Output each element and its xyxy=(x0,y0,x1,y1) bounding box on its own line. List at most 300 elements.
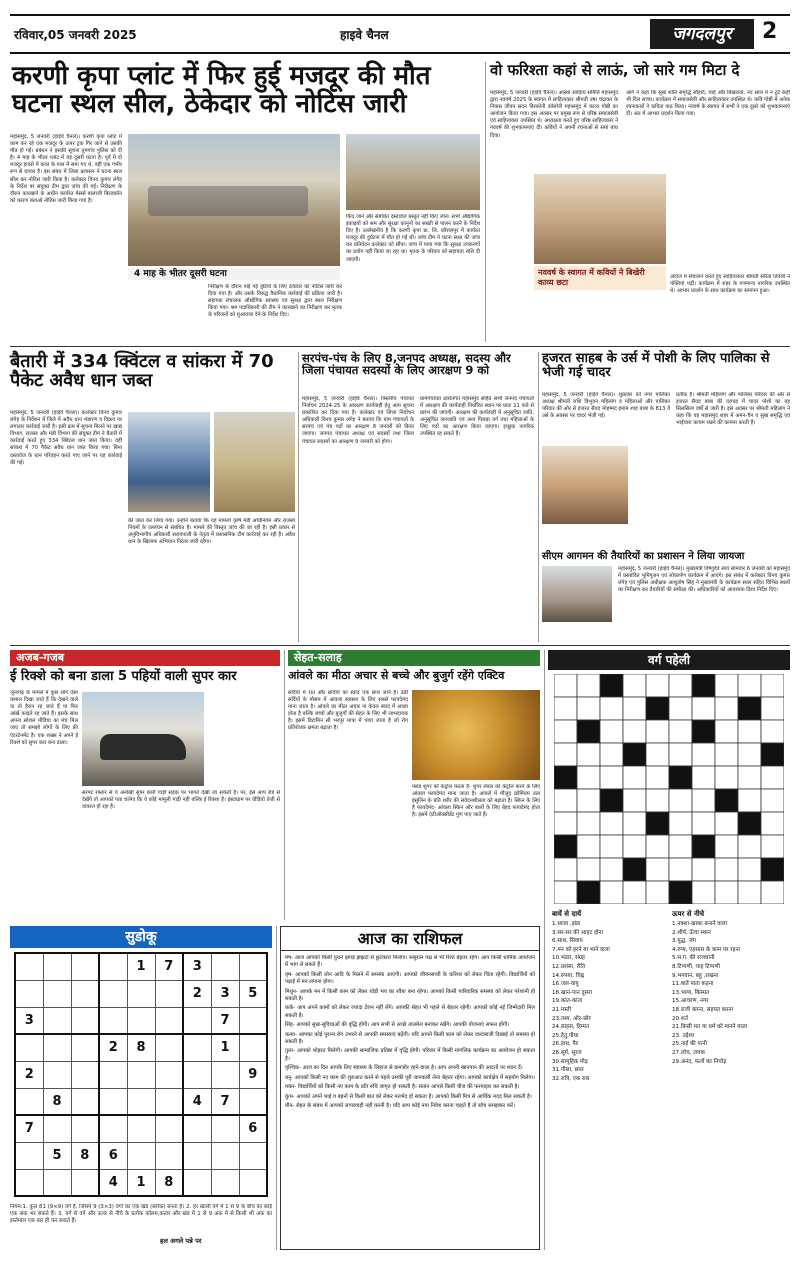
crossword-cell[interactable] xyxy=(692,743,715,766)
crossword-cell[interactable] xyxy=(738,766,761,789)
crossword-cell[interactable] xyxy=(646,835,669,858)
crossword-cell[interactable] xyxy=(738,674,761,697)
crossword-cell[interactable] xyxy=(577,835,600,858)
sudoku-cell[interactable] xyxy=(71,1088,99,1115)
officials-photo xyxy=(346,134,480,210)
sudoku-cell[interactable]: 9 xyxy=(239,1061,267,1088)
crossword-cell[interactable] xyxy=(600,881,623,904)
sudoku-cell[interactable] xyxy=(99,953,127,980)
crossword-cell[interactable] xyxy=(600,720,623,743)
rashifal-item: मेष- आज आपको किसी पुराने झगड़े झंझटों से छुटकारा मिलेगा। ससुराल पक्ष से भी रिश्ते बेहतर रहेंगे। आप किसी धार्मिक आयोजन में भाग ले सकते हैं। xyxy=(285,955,535,969)
crossword-clue: 9.भगवान, बहु ,राखना xyxy=(672,972,719,979)
sudoku-cell[interactable]: 1 xyxy=(211,1034,239,1061)
crossword-cell[interactable] xyxy=(623,674,646,697)
crossword-cell[interactable] xyxy=(692,789,715,812)
rashifal-item: सिंह- आपको सुख-सुविधाओं की वृद्धि होगी। आप सभी से अच्छे तालमेल बनाकर रखेंगे। आपकी योजनाएं सफल होंगी। xyxy=(285,1022,510,1029)
plant-site-photo xyxy=(128,134,340,266)
sudoku-cell[interactable] xyxy=(127,1115,155,1142)
headline: ई रिक्शे को बना डाला 5 पहियों वाली सुपर कार xyxy=(10,669,237,684)
crossword-clue: 1.नक्शा-खाका बनाने वाला xyxy=(672,921,727,927)
crossword-clue: 26.हाथ, पैर xyxy=(552,1041,578,1048)
crossword-cell[interactable] xyxy=(692,697,715,720)
sudoku-cell[interactable]: 3 xyxy=(183,953,211,980)
crossword-cell[interactable] xyxy=(669,674,692,697)
sudoku-cell[interactable] xyxy=(183,1007,211,1034)
sudoku-cell[interactable] xyxy=(15,980,43,1007)
article-column: निरीक्षण के दौरान पाई गई त्रुटियों के लिए ठेकेदार को नोटिस जारी कर दिया गया है। और उसके विरुद्ध वैधानिक कार्रवाई की प्रक्रिया जारी है। सहायक संचालक औद्योगिक स्वास्थ्य एवं सुरक्षा द्वारा स्थल निरीक्षण किया गया। श्रम पदाधिकारी की टीम ने कारखाने का निरीक्षण कर मृतक के परिजनों को मुआवजा देने के निर्देश दिए। xyxy=(208,284,342,319)
sudoku-cell[interactable]: 1 xyxy=(127,953,155,980)
crossword-cell[interactable] xyxy=(577,766,600,789)
crossword-cell[interactable] xyxy=(577,858,600,881)
sudoku-cell[interactable] xyxy=(127,1061,155,1088)
sudoku-cell[interactable]: 7 xyxy=(211,1007,239,1034)
sudoku-cell[interactable] xyxy=(127,1007,155,1034)
headline: बैतारी में 334 क्विंटल व सांकरा में 70 पैकेट अवैध धान जब्त xyxy=(10,351,274,392)
crossword-block xyxy=(646,812,669,835)
sudoku-grid[interactable] xyxy=(14,952,268,1197)
sudoku-cell[interactable] xyxy=(239,1034,267,1061)
sudoku-cell[interactable] xyxy=(239,1007,267,1034)
sudoku-row xyxy=(15,1007,267,1034)
sudoku-cell[interactable] xyxy=(71,1007,99,1034)
sudoku-cell[interactable] xyxy=(183,1115,211,1142)
crossword-cell[interactable] xyxy=(738,881,761,904)
sudoku-cell[interactable]: 5 xyxy=(43,1142,71,1169)
crossword-cell[interactable] xyxy=(692,881,715,904)
rashifal-item: कन्या- आपका कोई पुराना रोग उभरने से आपकी समस्याएं बढ़ेंगी। यदि आपने किसी काम को लेकर जल्दबाजी दिखाई तो समस्या हो सकती है। xyxy=(285,1031,535,1046)
article-column: जूनागढ़ के मामले में कुछ लोग ऐसा कमाल दिखा जाते हैं कि देखने वाले या तो हैरान रह जाते हैं या फिर आंखें फाड़ते रह जाते हैं। इसके साथ अपना सोशल मीडिया का मंच मिल जाए तो समझो लोगों के लिए फ्री एंटरटेनमेंट है। एक शख्स ने अपने ई रिक्शे को सुपर कार बना डाला। xyxy=(10,690,78,746)
crossword-clue: 11.बातें पाता कहना xyxy=(672,981,714,988)
sudoku-cell[interactable] xyxy=(239,1142,267,1169)
article-column: महासमुंद, 5 जनवरी (हाईवे चैनल)। मुख्यमंत्री विष्णुदेव साय सोमवार 6 जनवरी को महासमुंद में प्रस्तावित भूमिपूजन एवं लोकार्पण कार्यक्रम में आएंगे। इस संबंध में कलेक्टर विनय कुमार लंगेह एवं पुलिस अधीक्षक आशुतोष सिंह ने मुख्यमंत्री के कार्यक्रम स्थल सहित विभिन्न स्थलों का निरीक्षण कर तैयारियों की समीक्षा की। अधिकारियों को आवश्यक दिशा निर्देश दिए। xyxy=(618,566,790,594)
crossword-cell[interactable] xyxy=(554,743,577,766)
crossword-cell[interactable] xyxy=(623,881,646,904)
sudoku-cell[interactable] xyxy=(211,953,239,980)
sudoku-cell[interactable]: 2 xyxy=(99,1034,127,1061)
crossword-cell[interactable] xyxy=(554,697,577,720)
section-tag: अजब-गजब xyxy=(10,650,280,666)
crossword-cell[interactable] xyxy=(623,720,646,743)
chadar-ceremony-photo xyxy=(542,446,628,524)
crossword-clue: 20.शर्त xyxy=(672,1015,688,1022)
article-column: किए जाने और संबंधित दस्तावेज प्रस्तुत नहीं किए जाने। सभी औद्योगिक इकाइयों को श्रम और सुरक्षा कानूनों का सख्ती से पालन करने के निर्देश दिए हैं। उल्लेखनीय है कि करणी कृपा प्रा. लि. कौशलपुर में कार्यरत मजदूर की दुर्घटना में मौत हो गई थी। जांच टीम ने घटना स्थल की जांच कर प्रतिवेदन कलेक्टर को सौंपा। जांच में पाया गया कि सुरक्षा उपकरणों का प्रयोग नहीं किया जा रहा था। मृतक के परिवार को सहायता राशि दी जाएगी। xyxy=(346,214,480,263)
crossword-clue: 14.रुपया, चिह्न xyxy=(552,972,585,979)
sudoku-cell[interactable] xyxy=(211,1169,239,1196)
sudoku-cell[interactable]: 3 xyxy=(15,1007,43,1034)
article-column: ग्रामपंचायत क्षेत्रांतर्गत महासमुंद सहित सभी जनपद पंचायतों में आरक्षण की कार्यवाही निर्धारित स्थान पर प्रातः 11 बजे से प्रारंभ की जाएगी। आरक्षण की कार्यवाही में अनुसूचित जाति, अनुसूचित जनजाति एवं अन्य पिछड़ा वर्ग तथा महिलाओं के लिए पदों का आरक्षण किया जाएगा। इच्छुक नागरिक उपस्थित रह सकते हैं। xyxy=(420,396,534,438)
sudoku-row xyxy=(15,953,267,980)
crossword-cell[interactable] xyxy=(669,812,692,835)
crossword-cell[interactable] xyxy=(715,674,738,697)
sudoku-cell[interactable] xyxy=(71,1115,99,1142)
crossword-cell[interactable] xyxy=(577,697,600,720)
crossword-block xyxy=(738,697,761,720)
sudoku-cell[interactable] xyxy=(183,1034,211,1061)
sudoku-cell[interactable]: 8 xyxy=(43,1088,71,1115)
rashifal-section xyxy=(280,926,540,1250)
sudoku-row xyxy=(15,980,267,1007)
sudoku-cell[interactable] xyxy=(15,953,43,980)
rashifal-title: आज का राशिफल xyxy=(281,927,539,951)
sudoku-row xyxy=(15,1034,267,1061)
rashifal-item: वृष- आपको किसी लोन आदि के मिलने में समस्या आएगी। आपको जीवनसाथी के करियर को लेकर चिंता रहेगी। विद्यार्थियों को पढ़ाई में मन लगाना होगा। xyxy=(285,971,535,986)
crossword-clue: 3.सर-सर की आहट होना xyxy=(552,929,604,936)
sudoku-cell[interactable] xyxy=(71,953,99,980)
crossword-cell[interactable] xyxy=(692,766,715,789)
sudoku-cell[interactable]: 8 xyxy=(155,1169,183,1196)
down-heading: ऊपर से नीचे xyxy=(672,910,705,918)
sudoku-row xyxy=(15,1142,267,1169)
sudoku-cell[interactable] xyxy=(99,1115,127,1142)
crossword-cell[interactable] xyxy=(761,697,784,720)
across-heading: बायें से दायें xyxy=(552,910,582,918)
rashifal-item: कर्क- आप अपने कामों को लेकर ज्यादा टेंशन नहीं लेंगे। आपकी सेहत भी पहले से बेहतर रहेगी। आपको कोई नई जिम्मेदारी मिल सकती है। xyxy=(285,1005,535,1019)
ajab-gajab-section xyxy=(10,650,280,920)
crossword-cell[interactable] xyxy=(669,697,692,720)
crossword-cell[interactable] xyxy=(646,743,669,766)
crossword-cell[interactable] xyxy=(761,881,784,904)
crossword-clue: 3.युद्ध, जंग xyxy=(672,938,696,945)
crossword-cell[interactable] xyxy=(623,835,646,858)
masthead-city: जगदलपुर xyxy=(650,19,754,49)
crossword-cell[interactable] xyxy=(738,835,761,858)
sudoku-cell[interactable] xyxy=(43,980,71,1007)
sudoku-cell[interactable] xyxy=(99,980,127,1007)
crossword-cell[interactable] xyxy=(715,697,738,720)
crossword-block xyxy=(554,835,577,858)
crossword-block xyxy=(692,720,715,743)
headline: करणी कृपा प्लांट में फिर हुई मजदूर की मौत घटना स्थल सील, ठेकेदार को नोटिस जारी xyxy=(12,61,431,120)
crossword-cell[interactable] xyxy=(577,812,600,835)
rashifal-item: मीन- सेहत के संबंध में आपको लापरवाही नहीं करनी है। यदि आप कोई नया निवेश करना चाहते हैं तो सोच समझकर करें। xyxy=(285,1102,516,1109)
story-karni-kripa xyxy=(10,62,480,352)
crossword-clue: 27.लोच, लचक xyxy=(672,1049,705,1056)
crossword-clue: 28.सूर्य, सूरज xyxy=(552,1049,582,1056)
sudoku-section xyxy=(10,926,272,1250)
crossword-cell[interactable] xyxy=(554,812,577,835)
crossword-cell[interactable] xyxy=(646,881,669,904)
sudoku-next-page: हल अगले पन्ने पर xyxy=(160,1237,202,1245)
crossword-clue: 21.मस्ती xyxy=(552,1006,572,1013)
sudoku-rules: नियम:1. कुल 81 (9×9) वर्ग हैं, जिसमें 9 (3×3) वर्गों का एक खंड (ब्लॉक) बनता है। 2. हर खाली वर्ग में 1 से 9 के बीच का कोई एक अंक भर सकते हैं। 3. वर्ग से वर्ग और ऊपर से नीचे के प्रत्येक कॉलम,कतार और खंड में 1 से 9 अंक में से किसी भी अंक का इस्तेमाल एक बार ही कर सकते हैं। xyxy=(10,1204,272,1225)
sudoku-cell[interactable] xyxy=(155,1115,183,1142)
story-urs-chadar xyxy=(542,352,790,552)
rashifal-item: मकर- विद्यार्थियों को किसी नए काम के प्रति रुचि जागृत हो सकती है। संतान आपसे किसी चीज की फरमाइश कर सकती है। xyxy=(285,1084,520,1091)
masthead-date: रविवार,05 जनवरी 2025 xyxy=(14,28,137,42)
sudoku-cell[interactable] xyxy=(211,1061,239,1088)
crossword-cell[interactable] xyxy=(646,858,669,881)
sehat-salah-section xyxy=(288,650,540,920)
sudoku-cell[interactable] xyxy=(15,1142,43,1169)
sudoku-cell[interactable] xyxy=(127,1142,155,1169)
crossword-cell[interactable] xyxy=(738,789,761,812)
sudoku-cell[interactable]: 2 xyxy=(15,1061,43,1088)
crossword-cell[interactable] xyxy=(554,858,577,881)
article-column: की जब्त कर लिया गया। उन्होंने बताया कि यह मामला कृषि मंडी अधिनियम और राजस्व नियमों के उल्लंघन से संबंधित है। मामले की विस्तृत जांच की जा रही है। इसी प्रकार से अनुविभागीय अधिकारी सरायपाली के नेतृत्व में प्रशासनिक टीम कार्रवाई कर रही है। अवैध धान के खिलाफ अभियान निरंतर जारी रहेगा। xyxy=(128,518,295,546)
crossword-cell[interactable] xyxy=(669,789,692,812)
crossword-clue: 29.अनंद, फलों का निचोड़ xyxy=(672,1058,727,1065)
crossword-cell[interactable] xyxy=(577,743,600,766)
crossword-cell[interactable] xyxy=(692,812,715,835)
crossword-cell[interactable] xyxy=(623,812,646,835)
sudoku-cell[interactable]: 6 xyxy=(239,1115,267,1142)
rashifal-item: मिथुन- आपके मन में किसी काम को लेकर थोड़ी भय का रवैया बना रहेगा। आपको किसी पारिवारिक समस्या को लेकर परेशानी हो सकती है। xyxy=(285,988,535,1003)
sudoku-cell[interactable] xyxy=(155,1061,183,1088)
crossword-cell[interactable] xyxy=(554,720,577,743)
sudoku-cell[interactable] xyxy=(155,1142,183,1169)
crossword-cell[interactable] xyxy=(646,766,669,789)
sudoku-cell[interactable] xyxy=(211,1142,239,1169)
story-panchayat-aarakshan xyxy=(302,352,534,642)
crossword-cell[interactable] xyxy=(715,881,738,904)
crossword-cell[interactable] xyxy=(761,835,784,858)
crossword-cell[interactable] xyxy=(600,697,623,720)
sudoku-cell[interactable]: 7 xyxy=(211,1088,239,1115)
crossword-block xyxy=(738,812,761,835)
sudoku-cell[interactable]: 7 xyxy=(155,953,183,980)
headline: सीएम आगमन की तैयारियों का प्रशासन ने लिया जायजा xyxy=(542,551,745,562)
crossword-clue: 18.खान-पान दूसरा xyxy=(552,989,593,996)
sudoku-cell[interactable] xyxy=(211,1115,239,1142)
article-column: प्रतीक है। श्रीमती महिलांग और पालिका परिवार की ओर से हजरत सैयद बाबा की दरगाह में चादर पोशी का यह सिलसिला वर्षों से जारी है। इस अवसर पर श्रीमती महिलांग ने कहा कि यह महासमुंद शहर में अमन-चैन व सुख समृद्धि एवं भाईचारा कायम रखने की कामना करती हैं। xyxy=(676,392,790,427)
crossword-cell[interactable] xyxy=(669,835,692,858)
sudoku-cell[interactable] xyxy=(43,953,71,980)
masthead-page-number: 2 xyxy=(762,19,778,44)
sudoku-cell[interactable] xyxy=(71,1034,99,1061)
sudoku-cell[interactable]: 2 xyxy=(183,980,211,1007)
sudoku-row xyxy=(15,1061,267,1088)
crossword-cell[interactable] xyxy=(738,858,761,881)
masthead-paper-name: हाइवे चैनल xyxy=(340,28,389,42)
sudoku-cell[interactable] xyxy=(99,1088,127,1115)
crossword-clue: 1.ध्वजा ,झंडा xyxy=(552,921,581,927)
crossword-cell[interactable] xyxy=(761,674,784,697)
crossword-cell[interactable] xyxy=(600,743,623,766)
crossword-clue: 15.आचरण, नगर xyxy=(672,998,709,1005)
article-column: महासमुंद, 5 जनवरी (हाईवे चैनल)। आस्था साहित्य समिति महासमुंद द्वारा नववर्ष 2025 के स्वागत में साहित्यकार श्रीमती उषा चंद्राकर के निवास जीवन सदन बिरकोनी कॉलोनी महासमुंद में काव्य गोष्ठी का आयोजन किया गया। इस अवसर पर प्रमुख रूप से वरिष्ठ समाजसेवी एवं साहित्यकार उपस्थित थे। अध्यक्षता करते हुए वरिष्ठ साहित्यकार ने नववर्ष की शुभकामनाएं दीं। कवियों ने अपनी रचनाओं से समां बांध दिया। xyxy=(490,90,618,139)
sudoku-cell[interactable] xyxy=(127,1088,155,1115)
sudoku-row xyxy=(15,1115,267,1142)
sudoku-cell[interactable] xyxy=(183,1169,211,1196)
article-column: फ्लड शुगर को कंट्रोल करता है- शुगर लेवल को कंट्रोल करने के लिए आंवला फायदेमंद माना जाता है। आंवले में मौजूद क्रोमियम तत्व इंसुलिन के प्रति शरीर की संवेदनशीलता को बढ़ाता है। स्किन के लिए है फायदेमंद- आंवला स्किन और बालों के लिए बेहद फायदेमंद होता है। इसमें एंटीऑक्सीडेंट गुण पाए जाते हैं। xyxy=(412,784,540,819)
sudoku-cell[interactable]: 1 xyxy=(127,1169,155,1196)
crossword-cell[interactable] xyxy=(600,835,623,858)
story-kavi-goshthi xyxy=(490,62,790,342)
article-column: महासमुंद, 5 जनवरी (हाईवे चैनल)। शुक्रवार को नगर पालिका अध्यक्ष श्रीमती राशि त्रिभुवन महिलांग व महिलाओं और पालिका परिवार की ओर से हजरत सैयद मोहम्मद इमाम शाह बाबा के 813 वें उर्स के अवसर पर चादर भेजी गई। xyxy=(542,392,670,420)
crossword-block xyxy=(761,743,784,766)
sudoku-cell[interactable] xyxy=(99,1007,127,1034)
crossword-cell[interactable] xyxy=(554,881,577,904)
crossword-clue: 19.कांत-कांता xyxy=(552,998,583,1005)
photo-caption: 4 माह के भीतर दूसरी घटना xyxy=(128,268,340,280)
rashifal-item: तुला- आपको शोहरत मिलेगी। आपकी सामाजिक प्रतिष्ठा में वृद्धि होगी। परिवार में किसी मांगलिक कार्यक्रम का आयोजन हो सकता है। xyxy=(285,1048,535,1062)
car-photo xyxy=(82,692,204,786)
crossword-cell[interactable] xyxy=(761,812,784,835)
rashifal-item: धनु- आपको किसी नए काम की शुरुआत करने से पहले उसकी पूरी जानकारी लेना बेहतर रहेगा। आपको कार्यक्षेत्र में सहयोग मिलेगा। xyxy=(285,1074,535,1081)
crossword-clue: 24.साहस, हिम्मत xyxy=(552,1024,590,1031)
headline: वो फरिश्ता कहां से लाऊं, जो सारे गम मिटा दे xyxy=(490,61,740,79)
crossword-clue: 6.साथ, सिवाय xyxy=(552,938,583,945)
crossword-cell[interactable] xyxy=(761,789,784,812)
sudoku-cell[interactable] xyxy=(99,1061,127,1088)
sudoku-cell[interactable] xyxy=(43,1034,71,1061)
sudoku-cell[interactable] xyxy=(239,1088,267,1115)
sudoku-cell[interactable] xyxy=(71,980,99,1007)
crossword-clue: 16.जल-वायु xyxy=(552,981,579,988)
crossword-block xyxy=(577,881,600,904)
crossword-cell[interactable] xyxy=(646,789,669,812)
masthead xyxy=(10,14,790,54)
article-column: महासमुंद, 5 जनवरी (हाईवे चैनल)। त्रिस्तरीय पंचायत निर्वाचन 2024-25 के आरक्षण कार्यवाही हेतु आम सूचना प्रकाशित कर दिया गया है। कलेक्टर एवं जिला निर्वाचन अधिकारी विनय कुमार लंगेह ने बताया कि ग्राम पंचायतों के सरपंच एवं पंच पदों का आरक्षण 8 जनवरी को किया जाएगा। जनपद पंचायत अध्यक्ष एवं सदस्यों तथा जिला पंचायत सदस्यों का आरक्षण 9 जनवरी को होगा। xyxy=(302,396,414,445)
crossword-cell[interactable] xyxy=(600,766,623,789)
sudoku-cell[interactable] xyxy=(239,1169,267,1196)
article-column: सर्दियों में रात और सर्दियों का स्वाद एक साथ जाने है। ठंडी सर्दियों के मौसम में आंवला स्वास्थ्य के लिए सबसे फायदेमंद माना जाता है। आंवले का मीठा अचार ना केवल स्वाद में अच्छा होता है बल्कि बच्चों और बुजुर्गों की सेहत के लिए भी लाभदायक है। इसमें विटामिन सी भरपूर मात्रा में पाया जाता है जो रोग प्रतिरोधक क्षमता बढ़ाता है। xyxy=(288,690,408,732)
crossword-cell[interactable] xyxy=(738,720,761,743)
seized-paddy-photo xyxy=(214,412,295,512)
sudoku-cell[interactable] xyxy=(239,953,267,980)
crossword-block xyxy=(623,858,646,881)
rashifal-list xyxy=(285,955,535,1247)
crossword-clue: 21.किसी मत या धर्म को मानने वाला xyxy=(672,1024,748,1031)
crossword-title: वर्ग पहेली xyxy=(548,650,790,670)
crossword-block xyxy=(715,789,738,812)
sudoku-cell[interactable] xyxy=(15,1088,43,1115)
crossword-block xyxy=(577,720,600,743)
crossword-block xyxy=(623,743,646,766)
crossword-cell[interactable] xyxy=(646,674,669,697)
article-column: अंदाज में संचालन करते हुए साहित्यकार श्रीमती सरिता तिवारी ने पंक्तियां पढ़ीं। कार्यक्रम में शहर के गणमान्य नागरिक उपस्थित थे। आभार प्रदर्शन के साथ कार्यक्रम का समापन हुआ। xyxy=(670,274,790,295)
crossword-cell[interactable] xyxy=(554,674,577,697)
crossword-block xyxy=(692,674,715,697)
crossword-cell[interactable] xyxy=(669,743,692,766)
sudoku-cell[interactable]: 4 xyxy=(183,1088,211,1115)
crossword-clue: 8.टिप्पणी, चाह टिप्पणी xyxy=(672,963,720,970)
article-column: महासमुंद, 5 जनवरी (हाईवे चैनल)। कलेक्टर विनय कुमार लंगेह के निर्देशन में जिले में अवैध धान भंडारण व विक्रय पर लगातार कार्रवाई जारी है। इसी क्रम में सूचना मिलने पर खाद्य विभाग, राजस्व और मंडी विभाग की संयुक्त टीम ने बैतारी में कार्रवाई करते हुए 334 क्विंटल धान जब्त किया। वहीं सांकरा में 70 पैकेट अवैध धान जब्त किया गया। बिना दस्तावेज के धान परिवहन करते पाए जाने पर यह कार्रवाई की गई। xyxy=(10,410,122,466)
crossword-grid[interactable] xyxy=(554,674,784,904)
crossword-clue: 25.नाई की पत्नी xyxy=(672,1041,707,1048)
sudoku-cell[interactable] xyxy=(155,1088,183,1115)
sudoku-cell[interactable] xyxy=(155,1007,183,1034)
sudoku-row xyxy=(15,1169,267,1196)
article-column: सरपट रफ्तार से ये अनोखी सुपर कारी गाड़ी सड़क पर भागते देखी जा सकती है। पर, इसे आप रोड से देखेंगे तो आपको पता चलेगा कि ये कोई मामूली गाड़ी नहीं बल्कि ई रिक्शा है। इंस्टाग्राम पर वीडियो तेजी से वायरल हो रहा है। xyxy=(82,790,280,811)
rashifal-item: वृश्चिक- आज का दिन आपके लिए स्वास्थ्य के लिहाज से कमजोर रहने वाला है। आप अपनी खानपान की आदतों पर ध्यान दें। xyxy=(285,1065,523,1072)
sudoku-row xyxy=(15,1088,267,1115)
crossword-cell[interactable] xyxy=(761,720,784,743)
sudoku-cell[interactable] xyxy=(71,1061,99,1088)
crossword-clue: 31.पीछा, छाल xyxy=(552,1067,584,1074)
crossword-block xyxy=(600,674,623,697)
sudoku-cell[interactable] xyxy=(127,980,155,1007)
crossword-block xyxy=(761,858,784,881)
sudoku-cell[interactable] xyxy=(43,1169,71,1196)
crossword-cell[interactable] xyxy=(715,766,738,789)
crossword-clue: 18.राजी करना, सहमत करना xyxy=(672,1006,733,1013)
sudoku-cell[interactable]: 3 xyxy=(211,980,239,1007)
down-clues xyxy=(672,920,788,1066)
story-cm-aagman xyxy=(542,552,790,642)
crossword-clue: 23.तथ्य, ओर-छोर xyxy=(552,1015,591,1022)
crossword-clue: 7.मन को हरने या भाने वाला xyxy=(552,946,610,953)
crossword-cell[interactable] xyxy=(669,858,692,881)
crossword-cell[interactable] xyxy=(577,674,600,697)
story-avaidh-dhan xyxy=(10,352,295,642)
crossword-cell[interactable] xyxy=(646,720,669,743)
crossword-clue: 13.भाग्य, किस्मत xyxy=(672,989,710,996)
crossword-block xyxy=(669,881,692,904)
crossword-clue: 4.रुप्य, एहसास के काम पर रहना xyxy=(672,946,741,953)
sudoku-cell[interactable] xyxy=(183,1142,211,1169)
crossword-cell[interactable] xyxy=(600,858,623,881)
crossword-clue: 5.स.ग. की राजधानी xyxy=(672,955,715,962)
sudoku-cell[interactable] xyxy=(71,1169,99,1196)
crossword-block xyxy=(692,835,715,858)
crossword-block xyxy=(600,789,623,812)
sudoku-cell[interactable] xyxy=(15,1034,43,1061)
crossword-cell[interactable] xyxy=(669,720,692,743)
truck-photo xyxy=(128,412,210,512)
sudoku-cell[interactable]: 8 xyxy=(71,1142,99,1169)
crossword-cell[interactable] xyxy=(715,858,738,881)
sudoku-cell[interactable] xyxy=(155,1034,183,1061)
crossword-cell[interactable] xyxy=(715,743,738,766)
crossword-cell[interactable] xyxy=(577,789,600,812)
sudoku-cell[interactable] xyxy=(183,1061,211,1088)
sudoku-cell[interactable]: 4 xyxy=(99,1169,127,1196)
photo-caption: नववर्ष के स्वागत में कवियों ने बिखेरी काव्य छटा xyxy=(534,266,666,290)
headline: हजरत साहब के उर्स में पोशी के लिए पालिका से भेजी गई चादर xyxy=(542,351,770,381)
headline: आंवले का मीठा अचार से बच्चे और बुजुर्ग रहेंगे एक्टिव xyxy=(288,669,505,682)
crossword-block xyxy=(554,766,577,789)
crossword-clue: 25.हेतु,पौधा xyxy=(552,1032,579,1039)
crossword-section xyxy=(548,650,790,1250)
article-column: महासमुंद, 5 जनवरी (हाईवे चैनल)। करणी कृपा प्लांट में काम कर रहे एक मजदूर के ऊपर ट्रक गिर जाने से उसकी मौत हो गई। प्रबंधन ने इसकी सूचना तुमगांव पुलिस को दी है। 4 माह के भीतर प्लांट में यह दूसरी घटना है। पूर्व में दो मजदूर हादसे में काल के गाल में समा गए थे, वहीं एक गंभीर रूप से घायल है। इस संबंध में जिला प्रशासन ने घटना स्थल सील कर नोटिस जारी किया है। कलेक्टर विनय कुमार लंगेह के निर्देश पर संयुक्त टीम द्वारा जांच की गई। निरीक्षण के दौरान कारखाने के अधीन कार्यरत मेसर्स बालाजी बिल्डकॉन को कारण बताओ नोटिस जारी किया गया है। xyxy=(10,134,122,204)
crossword-cell[interactable] xyxy=(715,812,738,835)
crossword-cell[interactable] xyxy=(554,789,577,812)
crossword-cell[interactable] xyxy=(623,766,646,789)
sudoku-title: सुडोकू xyxy=(10,926,272,948)
across-clues xyxy=(552,920,668,1083)
rashifal-item: कुंभ- आपको अपने भाई व बहनों से किसी बात को लेकर मतभेद हो सकता है। आपको किसी मित्र से आर्थिक मदद मिल सकती है। xyxy=(285,1093,532,1100)
crossword-cell[interactable] xyxy=(692,858,715,881)
sudoku-cell[interactable] xyxy=(43,1115,71,1142)
sudoku-cell[interactable]: 7 xyxy=(15,1115,43,1142)
crossword-cell[interactable] xyxy=(761,766,784,789)
crossword-clue: 32.रात्रि, एक रास xyxy=(552,1075,590,1082)
inspection-photo xyxy=(542,566,612,622)
amla-pickle-photo xyxy=(412,690,540,780)
crossword-cell[interactable] xyxy=(600,812,623,835)
sudoku-cell[interactable]: 8 xyxy=(127,1034,155,1061)
sudoku-cell[interactable] xyxy=(43,1007,71,1034)
crossword-cell[interactable] xyxy=(738,743,761,766)
sudoku-cell[interactable] xyxy=(15,1169,43,1196)
crossword-clue: 30.सामूहिक मोड़ xyxy=(552,1058,588,1065)
sudoku-cell[interactable]: 5 xyxy=(239,980,267,1007)
crossword-clue: 12.प्रशंसा, रीति xyxy=(552,963,586,970)
crossword-clue: 23. उद्देश्य xyxy=(672,1032,695,1039)
crossword-clue: 10.भंडार, संग्रह xyxy=(552,955,586,962)
sudoku-cell[interactable] xyxy=(43,1061,71,1088)
sudoku-cell[interactable] xyxy=(155,980,183,1007)
crossword-block xyxy=(669,766,692,789)
crossword-cell[interactable] xyxy=(623,789,646,812)
crossword-cell[interactable] xyxy=(623,697,646,720)
article-column: आगे ने कहा कि सुख शांति समृद्धि सौहार्द, चाहे और बिखरावों, नए साल में न टूटे कहीं भी दिल सच्चा। कार्यक्रम में समाजसेवी और साहित्यकार उपस्थित थे। कवि गोष्ठी में अनेक रचनाकारों ने कविता पाठ किया। नववर्ष के स्वागत में सभी ने एक दूसरे को शुभकामनाएं दीं। अंत में आभार प्रदर्शन किया गया। xyxy=(626,90,790,118)
crossword-cell[interactable] xyxy=(715,835,738,858)
crossword-clue: 2.शौर्य, ऊँचा स्थान xyxy=(672,929,711,936)
crossword-cell[interactable] xyxy=(715,720,738,743)
sudoku-cell[interactable]: 6 xyxy=(99,1142,127,1169)
